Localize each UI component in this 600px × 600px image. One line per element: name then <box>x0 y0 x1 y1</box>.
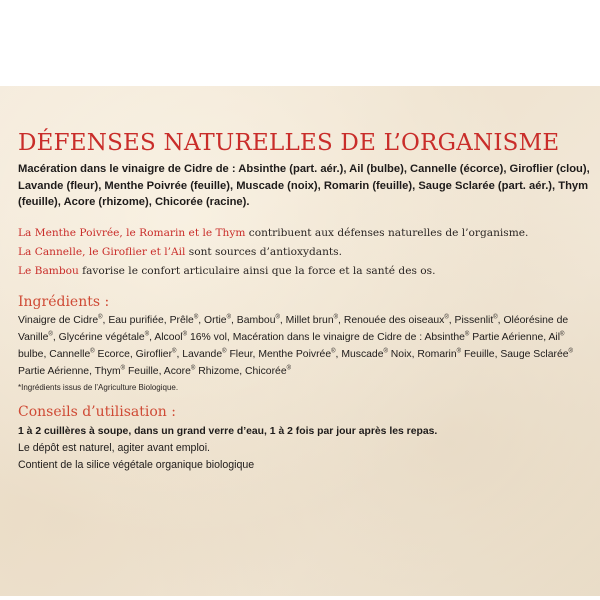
organic-marker: ® <box>568 348 573 355</box>
product-label <box>0 86 600 596</box>
organic-footnote: *Ingrédients issus de l’Agriculture Biologique. <box>18 383 179 392</box>
ingredient-item: Millet brun <box>285 315 334 326</box>
organic-marker: ® <box>182 331 188 338</box>
benefits-list <box>18 224 592 281</box>
organic-marker: ® <box>331 348 336 355</box>
ingredient-item: Menthe Poivrée <box>258 349 332 360</box>
usage-note: Le dépôt est naturel, agiter avant emploi. <box>18 442 210 454</box>
ingredients-title: Ingrédients : <box>18 294 110 310</box>
ingredient-item: Glycérine végétale <box>58 332 145 343</box>
ingredient-item: Cannelle <box>49 349 91 360</box>
ingredient-item: Feuille <box>463 349 495 360</box>
usage-dosage: 1 à 2 cuillères à soupe, dans un grand verre d’eau, 1 à 2 fois par jour après les repas. <box>18 426 438 437</box>
benefit-item <box>18 224 592 243</box>
organic-marker: ® <box>144 331 150 338</box>
ingredient-item: Macération dans le vinaigre de Cidre de : Absinthe <box>232 332 465 343</box>
organic-marker: ® <box>383 348 388 355</box>
ingredients-section <box>18 294 592 392</box>
organic-marker: ® <box>190 365 196 372</box>
ingredient-item: Feuille <box>127 366 159 377</box>
organic-marker: ® <box>222 348 227 355</box>
ingredient-item: Bambou <box>236 315 276 326</box>
usage-section <box>18 404 592 474</box>
ingredient-item: Oléorésine de Vanille <box>18 315 569 343</box>
ingredient-item: Pissenlit <box>454 315 494 326</box>
ingredient-item: Rhizome <box>198 366 240 377</box>
benefit-text: contribuent aux défenses naturelles de l’organisme. <box>245 227 529 239</box>
organic-marker: ® <box>560 331 565 338</box>
ingredient-item: Vinaigre de Cidre <box>18 315 99 326</box>
ingredient-item: Partie Aérienne <box>472 332 544 343</box>
ingredient-item: Romarin <box>417 349 457 360</box>
ingredient-item: Partie Aérienne <box>18 366 90 377</box>
organic-marker: ® <box>333 314 339 321</box>
organic-marker: ® <box>90 348 95 355</box>
ingredient-item: Chicorée <box>245 366 287 377</box>
organic-marker: ® <box>444 314 449 321</box>
benefit-text: favorise le confort articulaire ainsi que la force et la santé des os. <box>78 265 436 277</box>
organic-marker: ® <box>48 331 53 338</box>
ingredient-item: Renouée des oiseaux <box>343 315 445 326</box>
organic-marker: ® <box>456 348 462 355</box>
benefit-item <box>18 243 592 262</box>
ingredient-item: Noix <box>390 349 412 360</box>
ingredient-item: Acore <box>163 366 191 377</box>
ingredient-item: Ortie <box>204 315 227 326</box>
organic-marker: ® <box>275 314 280 321</box>
organic-marker: ® <box>98 314 103 321</box>
organic-marker: ® <box>226 314 231 321</box>
organic-marker: ® <box>464 331 470 338</box>
ingredients-list: Vinaigre de Cidre®, Eau purifiée, Prêle®, Ortie®, Bambou®, Millet brun®, Renouée des oiseaux®, Pissenlit®, Oléorésine de Vanille®, Glycérine végétale®, Alcool® 16% vol, Macération dans le vinaigre de Cidre de : Absinthe® Partie Aérienne, Ail® bulbe, Cannelle® Ecorce, Giroflier®, Lavande® Fleur, Menthe Poivrée®, Muscade® Noix, Romarin® Feuille, Sauge Sclarée® Partie Aérienne, Thym® Feuille, Acore® Rhizome, Chicorée® <box>18 314 573 377</box>
benefit-text: sont sources d’antioxydants. <box>185 246 342 258</box>
ingredient-item: Giroflier <box>135 349 173 360</box>
organic-marker: ® <box>493 314 498 321</box>
organic-marker: ® <box>172 348 177 355</box>
organic-marker: ® <box>286 365 292 372</box>
usage-title: Conseils d’utilisation : <box>18 404 176 420</box>
benefit-item <box>18 262 592 281</box>
ingredient-item: Lavande <box>182 349 223 360</box>
page-title: DÉFENSES NATURELLES DE L’ORGANISME <box>18 130 560 156</box>
ingredient-item: Thym <box>94 366 121 377</box>
ingredient-item: Prêle <box>169 315 194 326</box>
ingredient-item: Eau purifiée <box>108 315 164 326</box>
ingredient-item: bulbe <box>18 349 44 360</box>
usage-note: Contient de la silice végétale organique biologique <box>18 459 255 471</box>
benefit-highlight: La Menthe Poivrée, le Romarin et le Thym <box>18 227 246 239</box>
organic-marker: ® <box>120 365 126 372</box>
ingredient-item: 16% vol <box>189 332 227 343</box>
ingredient-item: Alcool <box>154 332 183 343</box>
ingredient-item: Sauge Sclarée <box>500 349 569 360</box>
benefit-highlight: La Cannelle, le Giroflier et l’Ail <box>18 246 186 258</box>
benefit-highlight: Le Bambou <box>18 265 79 277</box>
maceration-summary: Macération dans le vinaigre de Cidre de : Absinthe (part. aér.), Ail (bulbe), Cannelle (écorce), Giroflier (clou), Lavande (fleur), Menthe Poivrée (feuille), Muscade (noix), Romarin (feuille), Sauge Sclarée (part. aér.), Thym (feuille), Acore (rhizome), Chicorée (racine). <box>18 163 590 208</box>
organic-marker: ® <box>193 314 199 321</box>
ingredient-item: Fleur <box>229 349 253 360</box>
ingredient-item: Muscade <box>341 349 384 360</box>
ingredient-item: Ecorce <box>97 349 130 360</box>
ingredient-item: Ail <box>548 332 561 343</box>
